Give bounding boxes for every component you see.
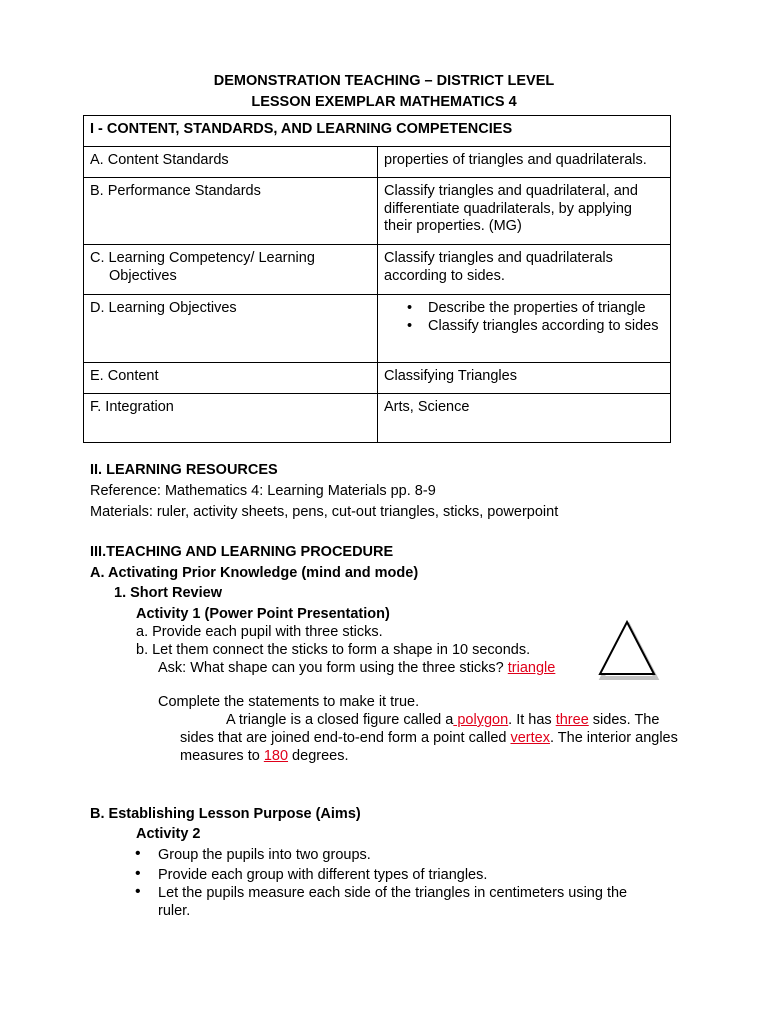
answer-polygon: polygon <box>453 712 509 728</box>
activity2-heading: Activity 2 <box>136 826 201 842</box>
reference-text: Reference: Mathematics 4: Learning Materials pp. 8-9 <box>90 483 436 499</box>
statement-paragraph <box>180 711 680 765</box>
row-value <box>378 295 671 363</box>
step-b: b. Let them connect the sticks to form a shape in 10 seconds. <box>136 642 531 658</box>
table-row <box>84 245 671 295</box>
document-title-line1: DEMONSTRATION TEACHING – DISTRICT LEVEL <box>213 73 555 89</box>
list-item: • Describe the properties of triangle <box>428 300 664 318</box>
list-item: • Classify triangles according to sides <box>428 318 664 336</box>
list-item: Let the pupils measure each side of the triangles in centimeters using the <box>158 885 628 901</box>
complete-instruction: Complete the statements to make it true. <box>158 694 420 710</box>
section2-heading: II. LEARNING RESOURCES <box>90 462 278 478</box>
answer-three: three <box>555 712 589 728</box>
statement-part: . It has <box>508 712 556 728</box>
row-label: B. Performance Standards <box>84 178 378 245</box>
table-row <box>84 147 671 178</box>
short-review-heading: 1. Short Review <box>114 585 222 601</box>
section3-heading: III.TEACHING AND LEARNING PROCEDURE <box>90 544 394 560</box>
step-a: a. Provide each pupil with three sticks. <box>136 624 383 640</box>
table-row <box>84 178 671 245</box>
statement-part: degrees. <box>288 748 349 764</box>
answer-vertex: vertex <box>510 730 550 746</box>
row-label: A. Content Standards <box>84 147 378 178</box>
list-item: Group the pupils into two groups. <box>158 847 371 863</box>
answer-180: 180 <box>263 748 289 764</box>
row-label-part2: Objectives <box>109 267 177 284</box>
row-label <box>84 245 378 295</box>
table-row <box>84 394 671 443</box>
row-value: properties of triangles and quadrilaterals. <box>378 147 671 178</box>
row-value: Classify triangles and quadrilateral, and differentiate quadrilaterals, by applying their properties. (MG) <box>378 178 671 245</box>
bullet-icon: • <box>135 865 141 882</box>
ask-answer: triangle <box>507 660 556 676</box>
row-value: Classifying Triangles <box>378 363 671 394</box>
row-label-part1: C. Learning Competency/ Learning <box>90 250 315 266</box>
ask-question: Ask: What shape can you form using the three sticks? <box>158 660 504 676</box>
statement-part: sides. The sides that are joined end-to-end form a point called <box>180 712 660 746</box>
bullet-icon: • <box>135 845 141 862</box>
row-value: Classify triangles and quadrilaterals according to sides. <box>378 245 671 295</box>
triangle-shape-icon <box>596 618 660 680</box>
list-item-continued: ruler. <box>158 903 191 919</box>
document-title-line2: LESSON EXEMPLAR MATHEMATICS 4 <box>251 94 517 110</box>
row-label: F. Integration <box>84 394 378 443</box>
partA-heading: A. Activating Prior Knowledge (mind and mode) <box>90 565 419 581</box>
activity1-heading: Activity 1 (Power Point Presentation) <box>136 606 390 622</box>
ask-line <box>158 659 555 677</box>
bullet-icon: • <box>135 883 141 900</box>
competencies-table <box>83 115 671 443</box>
row-label: E. Content <box>84 363 378 394</box>
partB-heading: B. Establishing Lesson Purpose (Aims) <box>90 806 361 822</box>
section1-heading: I - CONTENT, STANDARDS, AND LEARNING COMPETENCIES <box>84 116 671 147</box>
row-label: D. Learning Objectives <box>84 295 378 363</box>
table-row <box>84 295 671 363</box>
row-value: Arts, Science <box>378 394 671 443</box>
materials-text: Materials: ruler, activity sheets, pens, cut-out triangles, sticks, powerpoint <box>90 504 559 520</box>
table-row <box>84 363 671 394</box>
statement-part: A triangle is a closed figure called a <box>226 712 454 728</box>
statement-part: . The interior angles measures to <box>180 730 678 764</box>
list-item: Provide each group with different types of triangles. <box>158 867 488 883</box>
